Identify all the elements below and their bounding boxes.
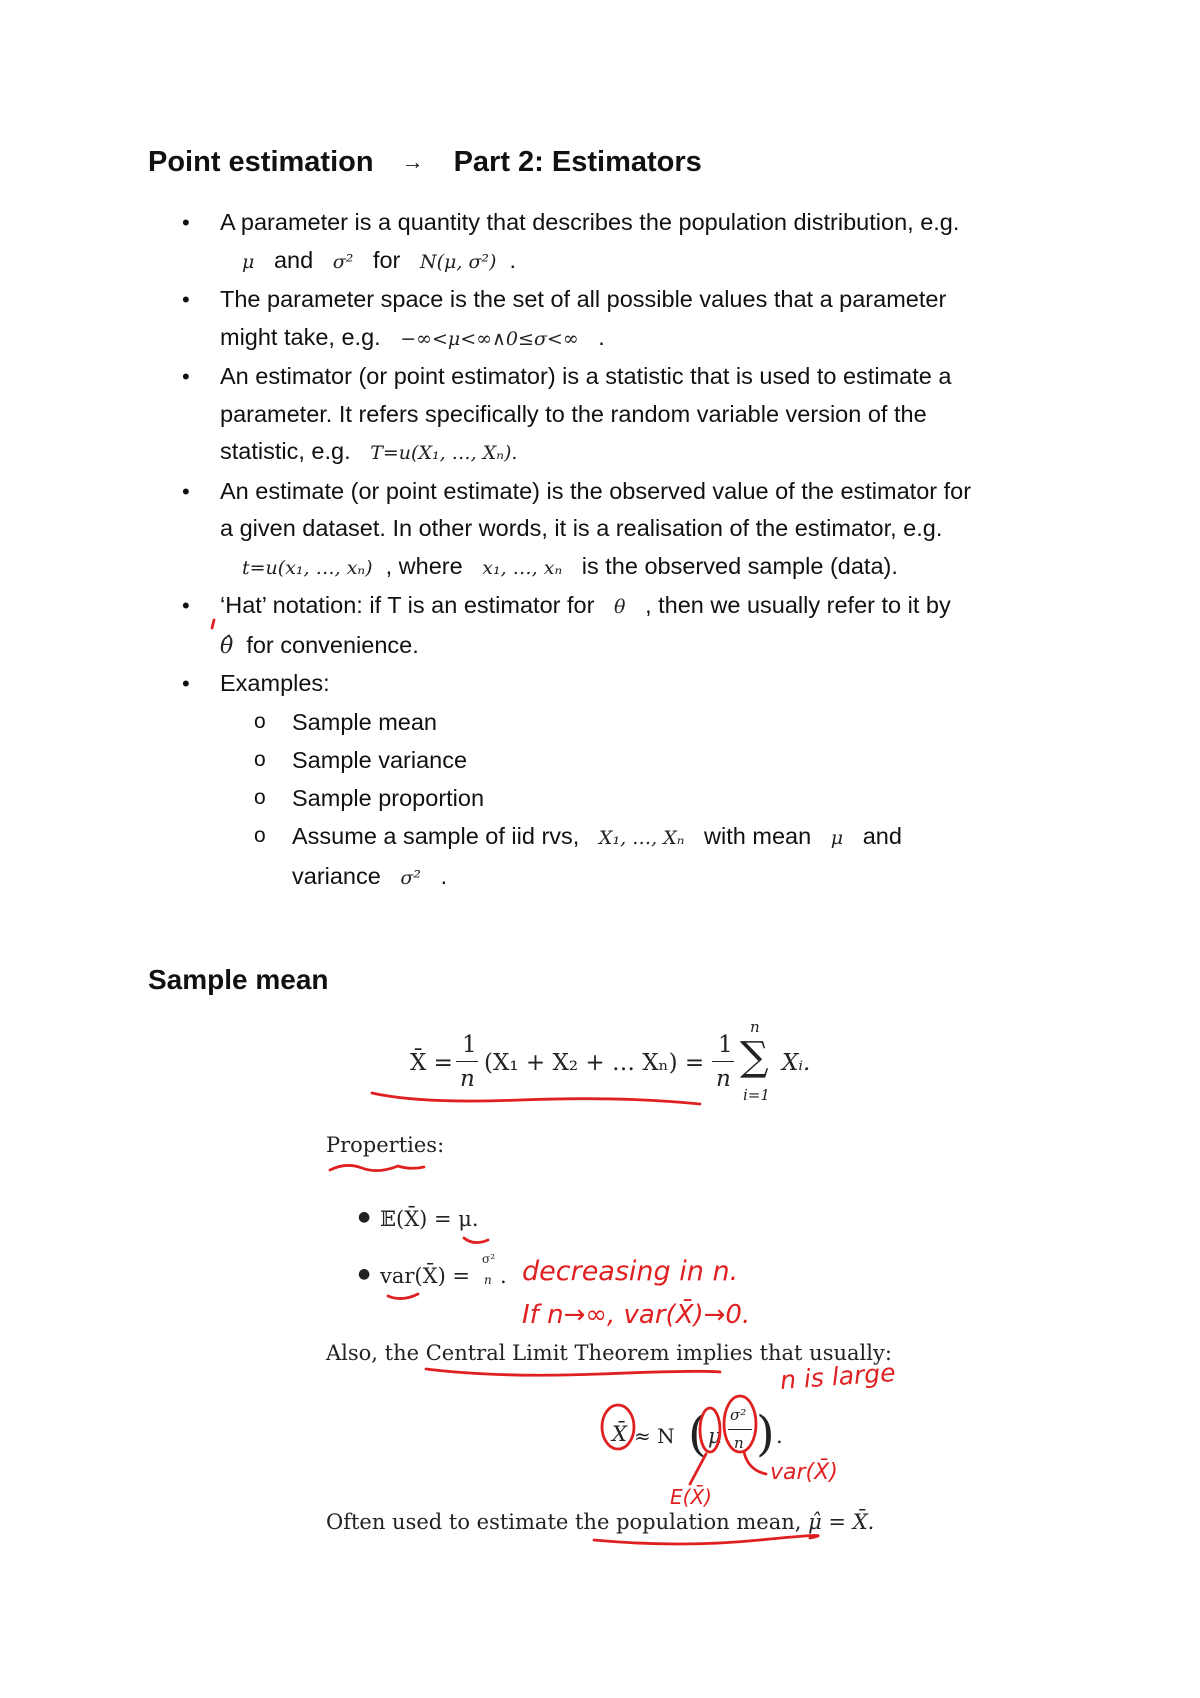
clt-mu: μ	[708, 1424, 722, 1448]
fraction-bar	[728, 1429, 752, 1430]
list-item: o Sample proportion	[220, 779, 1088, 817]
clt-x: X̄	[612, 1422, 627, 1446]
math-sigma2: σ²	[400, 866, 422, 889]
formula-mid: (X₁ + X₂ + … Xₙ) =	[484, 1050, 705, 1076]
clt-formula	[598, 1408, 798, 1478]
underline-clt	[426, 1369, 720, 1375]
section-heading: Sample mean	[148, 964, 329, 995]
definitions-list	[148, 204, 1088, 897]
math-estimate: t=u(x₁, …, xₙ)	[242, 556, 373, 579]
fraction-bar	[456, 1061, 478, 1062]
bullet-text: and	[273, 246, 314, 273]
math-observed: x₁, …, xₙ	[482, 556, 563, 579]
page-title	[148, 146, 702, 179]
underline-often	[594, 1535, 818, 1544]
property-text: .	[500, 1264, 507, 1288]
clt-dot: .	[776, 1424, 783, 1448]
clt-den: n	[734, 1434, 744, 1452]
bullet-text: .	[440, 862, 448, 889]
bullet-text: is the observed sample (data).	[581, 552, 898, 579]
bullet-text: statistic, e.g.	[220, 438, 351, 464]
examples-list	[220, 703, 1088, 897]
formula-frac-den: n	[716, 1066, 731, 1092]
formula-frac-num: 1	[718, 1032, 733, 1058]
bullet-text: , where	[385, 552, 463, 579]
clt-num: σ²	[730, 1406, 747, 1424]
title-right: Part 2: Estimators	[453, 146, 702, 178]
fraction-bar	[712, 1061, 734, 1062]
bullet-text: parameter. It refers specifically to the random variable version of the	[220, 400, 927, 427]
properties-label: Properties:	[326, 1133, 445, 1157]
bullet-text: variance	[292, 862, 381, 889]
list-item: o Sample variance	[220, 741, 1088, 779]
formula-frac-num: 1	[462, 1032, 477, 1058]
bullet-text: a given dataset. In other words, it is a realisation of the estimator, e.g.	[220, 515, 943, 541]
bullet-text: Assume a sample of iid rvs,	[292, 822, 580, 849]
paren-left: (	[688, 1406, 707, 1462]
bullet-parameter	[148, 204, 1088, 281]
bullet-text: An estimator (or point estimator) is a statistic that is used to estimate a	[220, 363, 952, 389]
bullet-text: , then we usually refer to it by	[645, 592, 951, 618]
math-sigma2: σ²	[332, 250, 354, 273]
math-theta-hat: θ̂	[220, 633, 234, 659]
annotation-limit: If n→∞, var(X̄)→0.	[522, 1300, 751, 1330]
paren-right: )	[756, 1406, 775, 1462]
bullet-icon: ●	[358, 1209, 371, 1225]
math-theta: θ	[614, 596, 626, 618]
bullet-icon: ●	[358, 1266, 371, 1282]
bullet-text: ‘Hat’ notation: if T is an estimator for	[220, 592, 595, 618]
bullet-text: .	[509, 246, 517, 273]
underline-mu	[464, 1238, 488, 1243]
bullet-text: might take, e.g.	[220, 323, 381, 350]
bullet-text: .	[598, 323, 605, 350]
formula-lhs: X̄ =	[410, 1050, 453, 1076]
underline-formula	[372, 1093, 700, 1104]
bullet-text: for	[372, 246, 401, 273]
annotation-variance: var(X̄)	[770, 1460, 838, 1485]
clt-approx: ≈ N	[634, 1424, 675, 1448]
math-mu: μ	[830, 826, 844, 849]
annotation-decreasing: decreasing in n.	[522, 1256, 739, 1287]
bullet-text: An estimate (or point estimate) is the observed value of the estimator for	[220, 477, 972, 504]
bullet-text: A parameter is a quantity that describes the population distribution, e.g.	[220, 209, 960, 235]
property-text: 𝔼(X̄) = μ.	[380, 1207, 479, 1231]
bullet-text: and	[862, 822, 902, 849]
bullet-parameter-space	[148, 281, 1088, 358]
formula-frac-den: n	[460, 1066, 475, 1092]
formula-rhs: Xᵢ.	[782, 1050, 811, 1076]
bullet-estimator	[148, 358, 1088, 473]
list-item	[220, 817, 1088, 897]
often-math: μ̂ = X̄.	[808, 1510, 875, 1534]
often-used-text	[326, 1510, 874, 1534]
math-sample: X₁, …, Xₙ	[598, 826, 685, 849]
clt-text: Also, the Central Limit Theorem implies that usually:	[326, 1341, 892, 1365]
annotation-n-large: n is large	[779, 1358, 897, 1395]
math-param-space: −∞<μ<∞∧0≤σ<∞	[400, 327, 579, 350]
bullet-text: The parameter space is the set of all possible values that a parameter	[220, 286, 947, 312]
frac-den: n	[484, 1273, 492, 1287]
bullet-estimate	[148, 473, 1088, 588]
frac-num: σ²	[482, 1252, 496, 1266]
math-mu: μ	[242, 250, 255, 273]
property-text: var(X̄) =	[380, 1264, 471, 1288]
title-left: Point estimation	[148, 146, 374, 178]
list-item: o Sample mean	[220, 703, 1088, 741]
bullet-hat-notation	[148, 587, 1088, 665]
bullet-examples	[148, 665, 1088, 897]
bullet-text: for convenience.	[246, 631, 419, 658]
sum-icon: ∑	[740, 1034, 769, 1080]
often-text: Often used to estimate the population mean,	[326, 1510, 802, 1534]
math-estimator: T=u(X₁, …, Xₙ).	[370, 442, 518, 464]
annotation-expectation: E(X̄)	[670, 1485, 712, 1509]
underline-var	[388, 1294, 418, 1299]
sum-lower: i=1	[743, 1086, 770, 1104]
bullet-text: with mean	[704, 822, 812, 849]
underline-properties	[330, 1165, 424, 1170]
bullet-text: Examples:	[220, 670, 330, 696]
arrow-icon: →	[401, 149, 424, 174]
math-normal: N(μ, σ²)	[419, 250, 497, 273]
sum-upper: n	[750, 1018, 760, 1036]
